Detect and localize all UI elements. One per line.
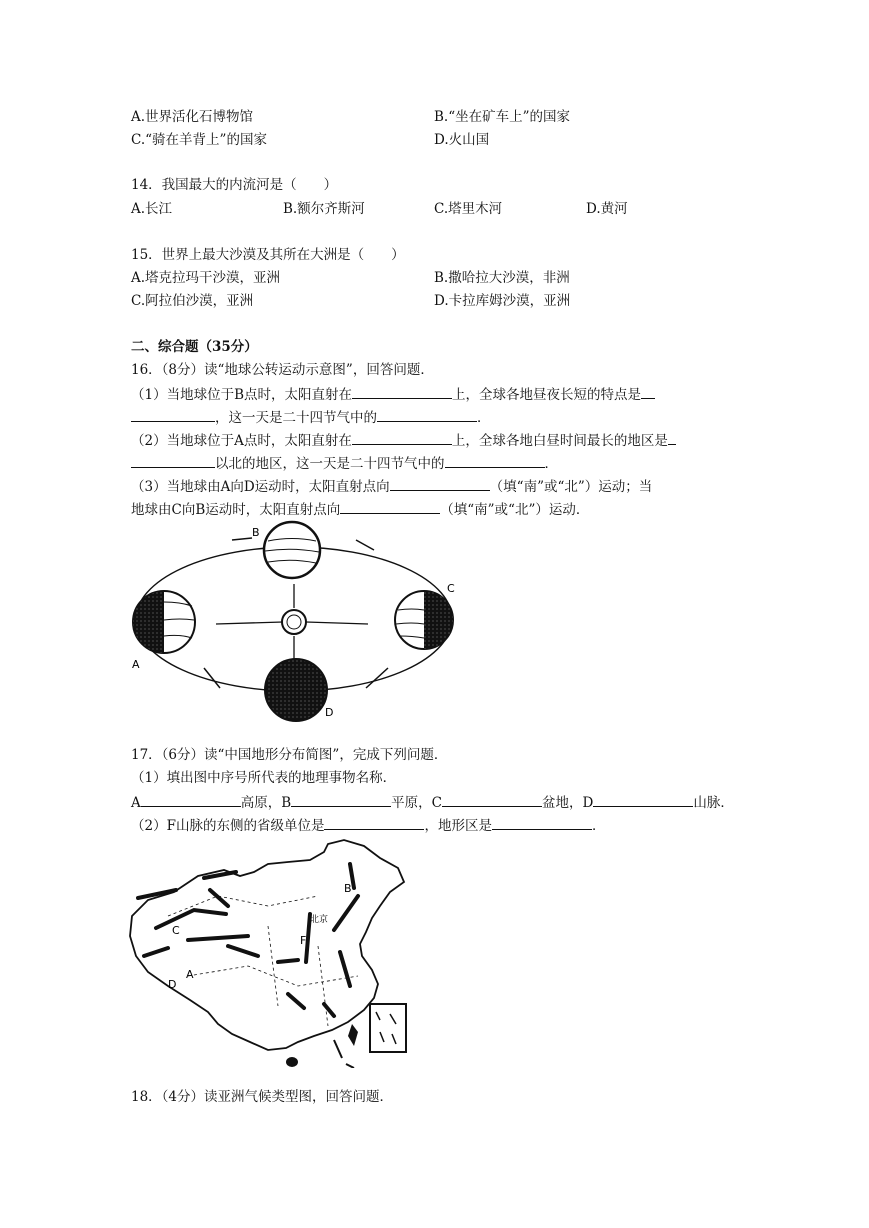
orbit-label-a: A bbox=[132, 658, 140, 671]
sun-icon bbox=[282, 610, 306, 634]
q15-option-b: B.撒哈拉大沙漠，非洲 bbox=[434, 270, 570, 286]
earth-a bbox=[133, 591, 195, 653]
q15-stem: 15．世界上最大沙漠及其所在大洲是（ ） bbox=[131, 247, 405, 263]
q17-l3: 平原，C bbox=[391, 795, 443, 811]
map-label-d: D bbox=[168, 978, 177, 991]
q17-l4: 盆地，D bbox=[542, 795, 594, 811]
q16-part2-line1 bbox=[131, 430, 676, 450]
q17-blank-e[interactable] bbox=[324, 815, 424, 830]
q16-blank-5a[interactable] bbox=[668, 430, 676, 445]
south-china-sea-inset bbox=[370, 1004, 406, 1052]
q17-part2 bbox=[131, 815, 605, 835]
orbit-label-b: B bbox=[252, 526, 260, 539]
earth-b bbox=[264, 522, 320, 578]
q16-blank-8[interactable] bbox=[340, 499, 440, 514]
q16-p2-text-a: （2）当地球位于A点时，太阳直射在 bbox=[131, 433, 352, 449]
q17-part1: （1）填出图中序号所代表的地理事物名称． bbox=[131, 770, 397, 786]
q17-p2-text-a: （2）F山脉的东侧的省级单位是 bbox=[131, 818, 325, 834]
q16-blank-5b[interactable] bbox=[131, 453, 215, 468]
map-label-c: C bbox=[172, 924, 180, 937]
q16-blank-3[interactable] bbox=[377, 407, 477, 422]
orbit-label-c: C bbox=[447, 582, 455, 595]
q16-p3-text-b: （填“南”或“北”）运动；当 bbox=[489, 479, 653, 495]
q17-blank-d[interactable] bbox=[593, 792, 693, 807]
q17-blank-a[interactable] bbox=[141, 792, 241, 807]
q14-option-d: D.黄河 bbox=[586, 201, 628, 217]
taiwan-island bbox=[348, 1024, 358, 1046]
map-label-beijing: 北京 bbox=[310, 915, 329, 925]
q16-blank-6[interactable] bbox=[445, 453, 545, 468]
q13-option-c: C.“骑在羊背上”的国家 bbox=[131, 132, 267, 148]
map-label-f: F bbox=[300, 934, 307, 947]
q16-p3-text-d: （填“南”或“北”）运动． bbox=[440, 502, 590, 518]
q16-p2-text-d: ． bbox=[544, 456, 558, 472]
q14-stem: 14．我国最大的内流河是（ ） bbox=[131, 177, 338, 193]
q17-p2-text-b: ，地形区是 bbox=[424, 818, 492, 834]
q16-blank-2b[interactable] bbox=[131, 407, 215, 422]
q16-p1-text-d: ． bbox=[477, 410, 491, 426]
q16-part2-line2 bbox=[131, 453, 558, 473]
q16-p3-text-a: （3）当地球由A向D运动时，太阳直射点向 bbox=[131, 479, 390, 495]
q17-blank-c[interactable] bbox=[442, 792, 542, 807]
china-outline bbox=[130, 840, 404, 1050]
q16-blank-4[interactable] bbox=[352, 430, 452, 445]
hainan-island bbox=[286, 1057, 298, 1067]
q13-option-b: B.“坐在矿车上”的国家 bbox=[434, 109, 571, 125]
q13-option-d: D.火山国 bbox=[434, 132, 490, 148]
q17-blank-b[interactable] bbox=[291, 792, 391, 807]
q16-p2-text-b: 上，全球各地白昼时间最长的地区是 bbox=[451, 433, 668, 449]
q14-option-a: A.长江 bbox=[131, 201, 173, 217]
q14-option-b: B.额尔齐斯河 bbox=[283, 201, 365, 217]
q17-l5: 山脉． bbox=[693, 795, 734, 811]
q18-stem: 18．（4分）读亚洲气候类型图，回答问题． bbox=[131, 1089, 394, 1105]
earth-d bbox=[265, 659, 327, 721]
earth-c bbox=[395, 591, 453, 649]
earth-orbit-diagram bbox=[128, 516, 468, 726]
q16-p1-text-c: ，这一天是二十四节气中的 bbox=[215, 410, 377, 426]
q15-option-c: C.阿拉伯沙漠，亚洲 bbox=[131, 293, 254, 309]
q14-option-c: C.塔里木河 bbox=[434, 201, 503, 217]
q17-p2-text-c: ． bbox=[591, 818, 606, 834]
q16-p2-text-c: 以北的地区，这一天是二十四节气中的 bbox=[215, 456, 445, 472]
section-title: 二、综合题（35分） bbox=[131, 339, 258, 355]
q16-p1-text-b: 上，全球各地昼夜长短的特点是 bbox=[452, 387, 642, 403]
q17-l2: 高原，B bbox=[240, 795, 292, 811]
q17-blank-f[interactable] bbox=[492, 815, 592, 830]
q16-blank-1[interactable] bbox=[352, 384, 452, 399]
q15-option-d: D.卡拉库姆沙漠，亚洲 bbox=[434, 293, 571, 309]
q16-stem: 16．（8分）读“地球公转运动示意图”，回答问题． bbox=[131, 362, 434, 378]
q17-blanks-line bbox=[131, 792, 734, 812]
orbit-label-d: D bbox=[325, 706, 334, 719]
q16-blank-2a[interactable] bbox=[641, 384, 655, 399]
q17-stem: 17．（6分）读“中国地形分布简图”，完成下列问题． bbox=[131, 747, 448, 763]
q16-p3-text-c: 地球由C向B运动时，太阳直射点向 bbox=[131, 502, 341, 518]
q16-blank-7[interactable] bbox=[390, 476, 490, 491]
q15-option-a: A.塔克拉玛干沙漠，亚洲 bbox=[131, 270, 281, 286]
q17-l1: A bbox=[131, 795, 141, 811]
q16-part1-line1 bbox=[131, 384, 655, 404]
q16-part3-line1 bbox=[131, 476, 652, 496]
china-terrain-map bbox=[128, 836, 438, 1068]
map-label-a: A bbox=[186, 968, 194, 981]
map-label-b: B bbox=[344, 882, 352, 895]
q16-p1-text-a: （1）当地球位于B点时，太阳直射在 bbox=[131, 387, 353, 403]
q16-part1-line2 bbox=[131, 407, 491, 427]
q13-option-a: A.世界活化石博物馆 bbox=[131, 109, 254, 125]
